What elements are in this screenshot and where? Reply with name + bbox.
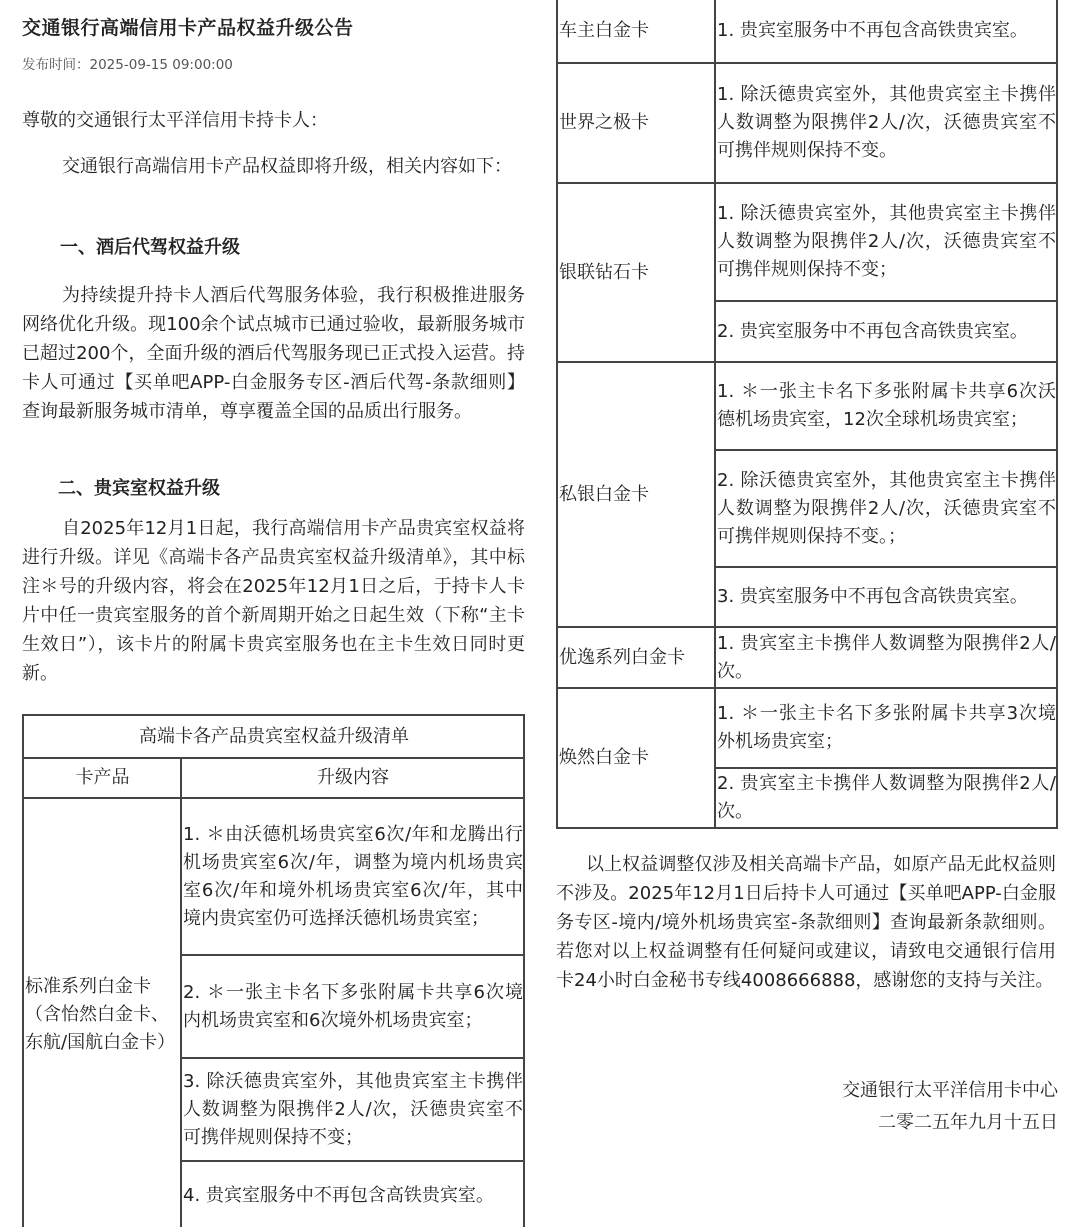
benefit-item: 3. 除沃德贵宾室外，其他贵宾室主卡携伴人数调整为限携伴2人/次，沃德贵宾室不可携伴规则保持不变； <box>181 1058 524 1161</box>
benefit-item: 2. 除沃德贵宾室外，其他贵宾室主卡携伴人数调整为限携伴2人/次，沃德贵宾室不可携伴规则保持不变。； <box>715 450 1057 567</box>
publish-time-value: 2025-09-15 09:00:00 <box>89 57 233 73</box>
closing-paragraph: 以上权益调整仅涉及相关高端卡产品，如原产品无此权益则不涉及。2025年12月1日后持卡人可通过【买单吧APP-白金服务专区-境内/境外机场贵宾室-条款细则】查询最新条款细则。若您对以上权益调整有任何疑问或建议，请致电交通银行信用卡24小时白金秘书专线4008666888，感谢您的支持与关注。 <box>556 854 1056 991</box>
benefit-item: 1. ＊一张主卡名下多张附属卡共享3次境外机场贵宾室； <box>715 688 1057 768</box>
publish-label: 发布时间： <box>22 57 90 73</box>
card-name-standard-platinum: 标准系列白金卡（含怡然白金卡、东航/国航白金卡） <box>23 798 181 1227</box>
benefit-item: 4. 贵宾室服务中不再包含高铁贵宾室。 <box>181 1161 524 1227</box>
header-card-product: 卡产品 <box>23 758 181 798</box>
card-name-car-owner-platinum: 车主白金卡 <box>557 0 715 63</box>
benefit-item: 1. 除沃德贵宾室外，其他贵宾室主卡携伴人数调整为限携伴2人/次，沃德贵宾室不可携伴规则保持不变； <box>715 183 1057 301</box>
section1-heading: 一、酒后代驾权益升级 <box>60 237 240 258</box>
benefit-item: 1. 贵宾室主卡携伴人数调整为限携伴2人/次。 <box>715 627 1057 688</box>
benefit-item: 2. ＊一张主卡名下多张附属卡共享6次境内机场贵宾室和6次境外机场贵宾室； <box>181 955 524 1058</box>
benefits-table-part1 <box>22 714 525 1227</box>
benefit-item: 3. 贵宾室服务中不再包含高铁贵宾室。 <box>715 567 1057 627</box>
benefit-item: 1. 贵宾室服务中不再包含高铁贵宾室。 <box>715 0 1057 63</box>
benefit-item: 1. ＊由沃德机场贵宾室6次/年和龙腾出行机场贵宾室6次/年，调整为境内机场贵宾室6次/年和境外机场贵宾室6次/年，其中境内贵宾室仍可选择沃德机场贵宾室； <box>181 798 524 955</box>
intro-paragraph: 交通银行高端信用卡产品权益即将升级，相关内容如下： <box>62 156 512 177</box>
card-name-world-elite: 世界之极卡 <box>557 63 715 183</box>
signature-date: 二零二五年九月十五日 <box>878 1112 1058 1133</box>
card-name-huanran-platinum: 焕然白金卡 <box>557 688 715 828</box>
benefit-item: 2. 贵宾室主卡携伴人数调整为限携伴2人/次。 <box>715 768 1057 828</box>
table-caption: 高端卡各产品贵宾室权益升级清单 <box>23 715 524 758</box>
benefit-item: 1. 除沃德贵宾室外，其他贵宾室主卡携伴人数调整为限携伴2人/次，沃德贵宾室不可携伴规则保持不变。 <box>715 63 1057 183</box>
card-name-private-banking-platinum: 私银白金卡 <box>557 362 715 627</box>
card-name-unionpay-diamond: 银联钻石卡 <box>557 183 715 362</box>
publish-time <box>22 53 233 73</box>
section1-paragraph: 为持续提升持卡人酒后代驾服务体验，我行积极推进服务网络优化升级。现100余个试点城市已通过验收，最新服务城市已超过200个，全面升级的酒后代驾服务现已正式投入运营。持卡人可通过【买单吧APP-白金服务专区-酒后代驾-条款细则】查询最新服务城市清单，尊享覆盖全国的品质出行服务。 <box>22 285 525 422</box>
signature-organization: 交通银行太平洋信用卡中心 <box>842 1080 1058 1101</box>
card-name-youyi-platinum: 优逸系列白金卡 <box>557 627 715 688</box>
section2-paragraph: 自2025年12月1日起，我行高端信用卡产品贵宾室权益将进行升级。详见《高端卡各产品贵宾室权益升级清单》，其中标注＊号的升级内容，将会在2025年12月1日之后，于持卡人卡片中任一贵宾室服务的首个新周期开始之日起生效（下称“主卡生效日”），该卡片的附属卡贵宾室服务也在主卡生效日同时更新。 <box>22 518 525 684</box>
header-upgrade-content: 升级内容 <box>181 758 524 798</box>
benefit-item: 1. ＊一张主卡名下多张附属卡共享6次沃德机场贵宾室，12次全球机场贵宾室； <box>715 362 1057 450</box>
benefit-item: 2. 贵宾室服务中不再包含高铁贵宾室。 <box>715 301 1057 362</box>
section2-heading: 二、贵宾室权益升级 <box>58 478 220 499</box>
benefits-table-part2 <box>556 0 1058 829</box>
article-title: 交通银行高端信用卡产品权益升级公告 <box>22 17 354 39</box>
greeting: 尊敬的交通银行太平洋信用卡持卡人： <box>22 110 328 131</box>
